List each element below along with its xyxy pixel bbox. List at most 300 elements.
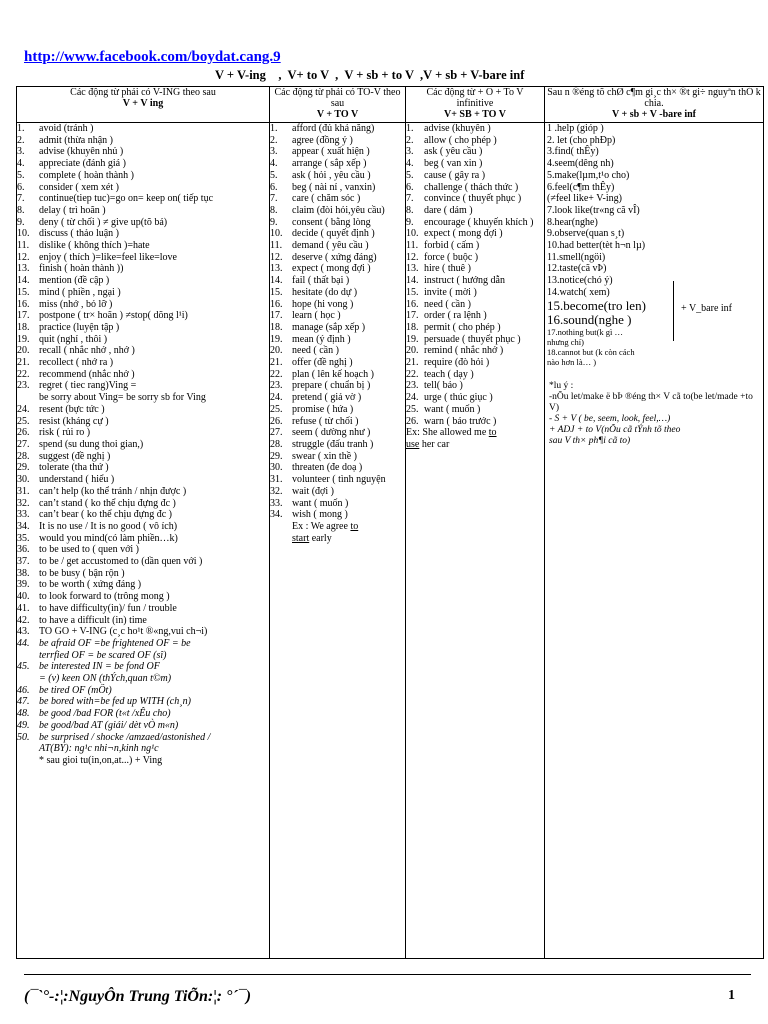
item-text: would you mind(có làm phiền…k)	[39, 532, 178, 544]
item-text: 14.watch( xem)	[547, 286, 610, 298]
list-item	[17, 416, 269, 428]
item-number: 8.	[17, 204, 25, 216]
item-number: 10.	[406, 228, 419, 240]
item-text: can’t bear ( ko thể chịu đựng đc )	[39, 509, 172, 521]
list-item	[17, 650, 269, 662]
item-number: 33.	[270, 497, 283, 509]
item-text: pretend ( giả vờ )	[292, 392, 362, 404]
item-text: demand ( yêu cầu )	[292, 240, 369, 252]
item-text: nhưng chỉ)	[547, 336, 584, 347]
item-number: 5.	[406, 169, 414, 181]
item-text: to be / get accustomed to (dần quen với )	[39, 556, 203, 568]
item-number: 21.	[17, 357, 30, 369]
item-number: 11.	[406, 240, 419, 252]
list-item	[270, 322, 405, 334]
item-text: 9.observe(quan s¸t)	[547, 228, 625, 240]
item-text: arrange ( sắp xếp )	[292, 158, 367, 170]
item-text: dare ( dám )	[424, 204, 473, 216]
item-text: volunteer ( tình nguyện	[292, 474, 386, 486]
item-text: offer (đề nghị )	[292, 357, 353, 369]
list-item	[17, 263, 269, 275]
list-item	[406, 217, 544, 229]
list-item	[270, 345, 405, 357]
item-text: seem ( dường như )	[292, 427, 371, 439]
col-tov-list	[270, 123, 406, 959]
item-number: 18.	[270, 321, 283, 333]
list-item	[17, 392, 269, 404]
list-item	[545, 347, 763, 357]
list-item	[270, 451, 405, 463]
list-item	[406, 263, 544, 275]
item-number: 6.	[406, 181, 414, 193]
item-number: 15.	[270, 286, 283, 298]
item-text: remind ( nhắc nhở )	[424, 345, 504, 357]
list-item	[17, 615, 269, 627]
item-number: 15.	[406, 286, 419, 298]
list-item	[545, 146, 763, 158]
list-item	[545, 327, 763, 337]
item-number: 7.	[17, 193, 25, 205]
item-text: warn ( báo trước )	[424, 415, 497, 427]
list-item	[270, 158, 405, 170]
list-item	[270, 193, 405, 205]
header-sb-tov: Các động từ + O + To V infinitive V+ SB + TO V	[406, 87, 545, 123]
item-text: cause ( gây ra )	[424, 169, 486, 181]
item-text: invite ( mời )	[424, 286, 477, 298]
table-header-row	[17, 87, 764, 123]
list-item	[17, 123, 269, 135]
item-text: prepare ( chuẩn bị )	[292, 380, 371, 392]
list-item	[17, 217, 269, 229]
list-item	[17, 380, 269, 392]
list-item	[545, 135, 763, 147]
col-ving-list	[17, 123, 270, 959]
item-text: * sau gioi tu(in,on,at...) + Ving	[39, 754, 163, 766]
list-item	[406, 369, 544, 381]
list-item	[17, 685, 269, 697]
item-number: 30.	[270, 462, 283, 474]
list-item	[17, 661, 269, 673]
list-item	[406, 380, 544, 392]
item-text: practice (luyện tập )	[39, 321, 120, 333]
item-number: 24.	[17, 403, 30, 415]
item-number: 48.	[17, 708, 30, 720]
list-item	[17, 322, 269, 334]
list-item	[406, 287, 544, 299]
item-number: 25.	[17, 415, 30, 427]
item-number: 12.	[270, 251, 283, 263]
item-number: 18.	[406, 321, 419, 333]
bracket-divider	[673, 281, 680, 341]
item-text: resent (bực tức )	[39, 403, 105, 415]
item-number: 9.	[406, 216, 414, 228]
page-subtitle: V + V-ing , V+ to V , V + sb + to V ,V + sb + V-bare inf	[215, 68, 525, 82]
item-number: 14.	[270, 275, 283, 287]
item-number: 50.	[17, 731, 30, 743]
item-text: be sorry about Ving= be sorry sb for Ving	[39, 392, 206, 404]
item-number: 6.	[17, 181, 25, 193]
item-text: mean (ý định )	[292, 333, 351, 345]
list-item	[406, 146, 544, 158]
item-text: appreciate (đánh giá )	[39, 158, 126, 170]
item-text: 17.nothing but(k gì …	[547, 326, 624, 337]
list-item	[270, 439, 405, 451]
col-sb-tov-list	[406, 123, 545, 959]
list-item	[17, 579, 269, 591]
item-number: 28.	[270, 438, 283, 450]
item-text: recall ( nhắc nhở , nhớ )	[39, 345, 135, 357]
item-text: mention (đề cập )	[39, 275, 110, 287]
item-text: be interested IN = be fond OF	[39, 661, 160, 673]
item-text: need ( cần )	[292, 345, 339, 357]
item-text: swear ( xin thề )	[292, 450, 357, 462]
item-text: teach ( dạy )	[424, 368, 474, 380]
list-item	[406, 240, 544, 252]
list-item	[17, 345, 269, 357]
list-item	[545, 123, 763, 135]
item-text: miss (nhớ , bỏ lỡ )	[39, 298, 113, 310]
list-item	[17, 135, 269, 147]
list-item	[270, 299, 405, 311]
item-text: require (đò hỏi )	[424, 357, 490, 369]
item-text: to be worth ( xứng đáng )	[39, 579, 142, 591]
item-number: 12.	[406, 251, 419, 263]
item-text: afford (đủ khả năng)	[292, 123, 375, 134]
facebook-link[interactable]: http://www.facebook.com/boydat.cang.9	[24, 49, 281, 65]
list-item	[17, 591, 269, 603]
item-text: 1 .help (gióp )	[547, 123, 604, 134]
item-text: need ( cần )	[424, 298, 471, 310]
verb-pattern-table	[16, 86, 764, 959]
list-item	[270, 380, 405, 392]
list-item	[545, 182, 763, 194]
list-item	[270, 287, 405, 299]
list-item	[270, 427, 405, 439]
item-text: = (v) keen ON (thÝch,quan t©m)	[39, 673, 172, 685]
list-item	[17, 427, 269, 439]
item-number: 4.	[17, 158, 25, 170]
list-item	[406, 182, 544, 194]
item-number: 3.	[270, 146, 278, 158]
item-number: 47.	[17, 696, 30, 708]
item-number: 9.	[270, 216, 278, 228]
item-number: 16.	[17, 298, 30, 310]
list-item	[17, 720, 269, 732]
item-text: advise (khuyên )	[424, 123, 491, 134]
item-text: can’t stand ( ko thể chịu đựng đc )	[39, 497, 176, 509]
list-item	[17, 182, 269, 194]
item-text: AT(BY): ng¹c nhi¬n,kinh ng¹c	[39, 743, 159, 755]
item-number: 22.	[406, 368, 419, 380]
list-item	[545, 228, 763, 240]
item-text: suggest (đề nghị )	[39, 450, 111, 462]
item-text: mind ( phiền , ngại )	[39, 286, 121, 298]
item-text: resist (kháng cự )	[39, 415, 109, 427]
item-number: 27.	[270, 427, 283, 439]
item-number: 3.	[406, 146, 414, 158]
item-number: 10.	[270, 228, 283, 240]
item-text: tolerate (tha thứ )	[39, 462, 109, 474]
list-item	[545, 170, 763, 182]
list-item	[270, 135, 405, 147]
item-text: beg ( nài nỉ , vanxin)	[292, 181, 376, 193]
list-item	[17, 205, 269, 217]
item-text: 6.feel(c¶m thÊy)	[547, 181, 615, 193]
item-text: be afraid OF =be frightened OF = be	[39, 637, 191, 649]
item-text: to have difficulty(in)/ fun / trouble	[39, 602, 177, 614]
item-text: ask ( hỏi , yêu cầu )	[292, 169, 371, 181]
item-text: It is no use / It is no good ( vô ích)	[39, 520, 178, 532]
list-item	[17, 334, 269, 346]
list-item	[17, 275, 269, 287]
item-text: encourage ( khuyến khích )	[424, 216, 534, 228]
item-number: 11.	[17, 240, 30, 252]
item-number: 2.	[270, 134, 278, 146]
list-item	[17, 240, 269, 252]
list-item	[17, 556, 269, 568]
item-text: allow ( cho phép )	[424, 134, 497, 146]
table-body-row	[17, 123, 764, 959]
list-item	[406, 205, 544, 217]
list-item	[270, 170, 405, 182]
item-text: manage (sắp xếp )	[292, 321, 366, 333]
list-item	[270, 252, 405, 264]
list-item	[406, 322, 544, 334]
item-number: 24.	[270, 392, 283, 404]
item-number: 27.	[17, 438, 30, 450]
header-tov: Các động từ phải có TO-V theo sau V + TO V	[270, 87, 406, 123]
item-number: 33.	[17, 509, 30, 521]
list-item	[270, 310, 405, 322]
list-item	[545, 337, 763, 347]
list-item	[17, 743, 269, 755]
item-number: 2.	[17, 134, 25, 146]
item-text: 13.notice(chó ý)	[547, 275, 613, 287]
item-number: 25.	[406, 403, 419, 415]
item-text: plan ( lên kế hoạch )	[292, 368, 374, 380]
list-item	[17, 462, 269, 474]
list-item	[270, 462, 405, 474]
item-number: 17.	[270, 310, 283, 322]
item-text: hire ( thuê )	[424, 263, 471, 275]
item-number	[17, 673, 39, 685]
item-number: 21.	[270, 357, 283, 369]
item-text: to have a difficult (in) time	[39, 614, 147, 626]
item-number: 13.	[17, 263, 30, 275]
item-text: refuse ( từ chối )	[292, 415, 359, 427]
item-number: 21.	[406, 357, 419, 369]
list-item	[406, 299, 544, 311]
item-text: postpone ( tr× hoãn ) ≠stop( dõng l¹i)	[39, 310, 188, 322]
item-number: 34.	[17, 520, 30, 532]
list-item	[17, 357, 269, 369]
item-number: 26.	[17, 427, 30, 439]
item-number: 49.	[17, 719, 30, 731]
item-number	[17, 392, 39, 404]
item-text: be surprised / shocke /amzaed/astonished /	[39, 731, 211, 743]
item-number: 31.	[270, 474, 283, 486]
item-number: 23.	[270, 380, 283, 392]
list-item	[270, 392, 405, 404]
item-text: be good /bad FOR (t«t /xÊu cho)	[39, 708, 171, 720]
item-text: ask ( yêu cầu )	[424, 146, 483, 158]
item-number: 15.	[17, 286, 30, 298]
list-item	[17, 626, 269, 638]
item-text: convince ( thuyết phục )	[424, 193, 522, 205]
item-text: expect ( mong đợi )	[424, 228, 503, 240]
list-item	[17, 310, 269, 322]
item-number: 23.	[406, 380, 419, 392]
list-item	[17, 498, 269, 510]
list-item	[270, 509, 405, 521]
list-item	[406, 334, 544, 346]
item-text: TO GO + V-ING (c¸c ho¹t ®«ng,vui ch¬i)	[39, 626, 208, 638]
list-item	[545, 193, 763, 205]
list-item	[270, 498, 405, 510]
list-item	[545, 263, 763, 275]
list-item	[545, 287, 763, 299]
list-item	[545, 217, 763, 229]
item-text: struggle (đấu tranh )	[292, 438, 374, 450]
item-text: threaten (đe doạ )	[292, 462, 363, 474]
list-item	[270, 369, 405, 381]
list-item	[17, 404, 269, 416]
item-text: discuss ( thảo luận )	[39, 228, 119, 240]
item-text: 16.sound(nghe )	[547, 311, 632, 327]
list-item	[270, 228, 405, 240]
list-item	[17, 732, 269, 744]
page-number: 1	[728, 988, 735, 1003]
item-text: permit ( cho phép )	[424, 321, 501, 333]
list-item	[17, 474, 269, 486]
list-item	[406, 135, 544, 147]
item-number: 20.	[406, 345, 419, 357]
item-text: quit (nghỉ , thôi )	[39, 333, 108, 345]
item-number: 22.	[17, 368, 30, 380]
col-tov-example: Ex : We agree to start early	[292, 520, 359, 544]
list-item	[270, 123, 405, 135]
item-number: 22.	[270, 368, 283, 380]
item-text: instruct ( hướng dẫn	[424, 275, 505, 287]
list-item	[17, 673, 269, 685]
usage-notes: *lu ý : -nÕu let/make ë bÞ ®éng th× V cã to(be let/made +to V) - S + V ( be, seem, look, feel,…) + ADJ + to V(nÕu cã tÝnh tõ theo sau V th× ph¶i cã to)	[549, 380, 753, 446]
item-number: 40.	[17, 591, 30, 603]
item-number: 44.	[17, 637, 30, 649]
item-number: 26.	[270, 415, 283, 427]
item-text: nào hơn là… )	[547, 356, 597, 367]
list-item	[270, 263, 405, 275]
item-number: 13.	[270, 263, 283, 275]
item-text: order ( ra lệnh )	[424, 310, 487, 322]
item-text: deserve ( xứng đáng)	[292, 251, 377, 263]
list-item	[17, 170, 269, 182]
item-number: 3.	[17, 146, 25, 158]
item-text: deny ( từ chối ) ≠ give up(tõ bá)	[39, 216, 168, 228]
item-number: 9.	[17, 216, 25, 228]
list-item	[406, 416, 544, 428]
item-text: challenge ( thách thức )	[424, 181, 519, 193]
item-number	[17, 755, 39, 767]
item-number: 42.	[17, 614, 30, 626]
item-number: 25.	[270, 403, 283, 415]
item-text: beg ( van xin )	[424, 158, 483, 170]
item-text: wish ( mong )	[292, 509, 348, 521]
list-item	[17, 568, 269, 580]
list-item	[270, 240, 405, 252]
item-text: 12.taste(cã vÞ)	[547, 263, 607, 275]
item-number: 24.	[406, 392, 419, 404]
list-item	[406, 123, 544, 135]
list-item	[17, 439, 269, 451]
item-number: 26.	[406, 415, 419, 427]
item-number: 10.	[17, 228, 30, 240]
item-text: be tired OF (mÖt)	[39, 684, 112, 696]
list-item	[545, 357, 763, 367]
item-text: persuade ( thuyết phục )	[424, 333, 521, 345]
item-text: continue(tiep tuc)=go on= keep on( tiếp tục	[39, 193, 214, 205]
item-number: 19.	[406, 333, 419, 345]
item-text: 18.cannot but (k còn cách	[547, 346, 635, 357]
list-item	[545, 240, 763, 252]
item-number: 7.	[270, 193, 278, 205]
item-text: decide ( quyết định )	[292, 228, 375, 240]
list-item	[17, 287, 269, 299]
item-number: 38.	[17, 567, 30, 579]
list-item	[270, 416, 405, 428]
item-text: to be busy ( bận rộn )	[39, 567, 125, 579]
list-item	[17, 252, 269, 264]
item-text: recollect ( nhớ ra )	[39, 357, 114, 369]
item-text: recommend (nhắc nhở )	[39, 368, 135, 380]
item-number: 1.	[406, 123, 414, 134]
list-item	[406, 252, 544, 264]
list-item	[17, 696, 269, 708]
item-number: 31.	[17, 485, 30, 497]
list-item	[406, 404, 544, 416]
item-text: understand ( hiểu )	[39, 474, 115, 486]
item-text: 15.become(tro len)	[547, 297, 646, 313]
list-item	[17, 228, 269, 240]
item-number: 5.	[270, 169, 278, 181]
list-item	[17, 299, 269, 311]
item-text: hope (hi vong )	[292, 298, 354, 310]
item-text: terrfied OF = be scared OF (sî)	[39, 649, 167, 661]
item-number: 29.	[270, 450, 283, 462]
item-number: 17.	[406, 310, 419, 322]
item-text: claim (đòi hỏi,yêu cầu)	[292, 204, 385, 216]
item-number: 8.	[406, 204, 414, 216]
list-item	[270, 357, 405, 369]
item-number: 4.	[406, 158, 414, 170]
list-item	[17, 708, 269, 720]
list-item	[270, 404, 405, 416]
item-text: want ( muốn )	[424, 403, 481, 415]
item-text: enjoy ( thích )=like=feel like=love	[39, 251, 177, 263]
list-item	[17, 533, 269, 545]
item-text: consent ( bằng lòng	[292, 216, 371, 228]
item-number: 13.	[406, 263, 419, 275]
item-text: be bored with=be fed up WITH (ch¸n)	[39, 696, 191, 708]
item-number: 2.	[406, 134, 414, 146]
item-text: finish ( hoàn thành ))	[39, 263, 124, 275]
list-item	[270, 275, 405, 287]
item-number: 36.	[17, 544, 30, 556]
item-number: 12.	[17, 251, 30, 263]
list-item	[270, 146, 405, 158]
item-number: 14.	[17, 275, 30, 287]
list-item	[270, 486, 405, 498]
item-number: 8.	[270, 204, 278, 216]
